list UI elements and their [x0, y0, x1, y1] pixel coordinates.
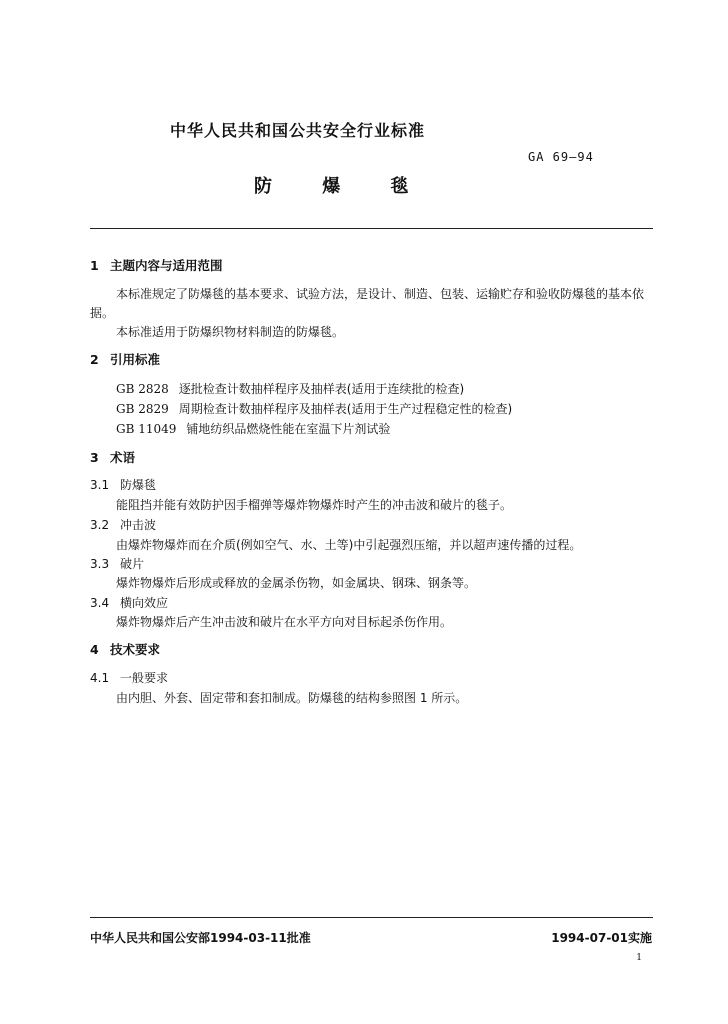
reference-item: [116, 380, 464, 397]
term-number: 3.3: [90, 557, 110, 571]
term-number: 3.2: [90, 518, 110, 532]
reference-title: 周期检查计数抽样程序及抽样表(适用于生产过程稳定性的检查): [178, 402, 513, 416]
term-definition: 由爆炸物爆炸而在介质(例如空气、水、土等)中引起强烈压缩，并以超声速传播的过程。: [116, 538, 582, 552]
standard-code: GA 69—94: [528, 150, 594, 164]
section-2-heading: [90, 350, 160, 368]
document-title: 防 爆 毯: [254, 176, 431, 197]
reference-item: [116, 420, 390, 437]
subsection-title: 一般要求: [120, 671, 169, 685]
section-1-paragraph-1-cont: 据。: [90, 306, 115, 320]
reference-code: GB 2829: [116, 402, 169, 416]
term-name: 冲击波: [120, 518, 157, 532]
term-definition: 能阻挡并能有效防护因手榴弹等爆炸物爆炸时产生的冲击波和破片的毯子。: [116, 498, 513, 512]
approval-statement: 中华人民共和国公安部1994-03-11批准: [90, 931, 311, 945]
reference-code: GB 2828: [116, 382, 169, 396]
reference-title: 逐批检查计数抽样程序及抽样表(适用于连续批的检查): [178, 382, 465, 396]
subsection-text: 由内胆、外套、固定带和套扣制成。防爆毯的结构参照图 1 所示。: [116, 691, 468, 705]
section-1-heading: [90, 256, 223, 274]
term-heading: [90, 594, 168, 611]
section-number: 1: [90, 258, 99, 273]
footer-divider: [90, 917, 653, 918]
reference-item: [116, 400, 512, 417]
term-definition: 爆炸物爆炸后形成或释放的金属杀伤物，如金属块、钢珠、钢条等。: [116, 576, 477, 590]
section-1-paragraph-1: 本标准规定了防爆毯的基本要求、试验方法，是设计、制造、包装、运输贮存和验收防爆毯的基本依: [116, 287, 645, 301]
section-title: 引用标准: [110, 352, 161, 367]
reference-code: GB 11049: [116, 422, 177, 436]
subsection-heading: [90, 669, 168, 686]
effective-date: 1994-07-01实施: [551, 931, 652, 945]
section-title: 主题内容与适用范围: [110, 258, 223, 273]
term-definition: 爆炸物爆炸后产生冲击波和破片在水平方向对目标起杀伤作用。: [116, 615, 453, 629]
term-heading: [90, 476, 156, 493]
header-divider: [90, 228, 653, 229]
section-title: 技术要求: [110, 642, 161, 657]
section-title: 术语: [110, 450, 136, 465]
section-number: 2: [90, 352, 99, 367]
term-name: 破片: [120, 557, 145, 571]
term-heading: [90, 516, 156, 533]
section-4-heading: [90, 640, 160, 658]
reference-title: 铺地纺织品燃烧性能在室温下片剂试验: [186, 422, 391, 436]
issuing-organization: 中华人民共和国公共安全行业标准: [170, 121, 426, 140]
section-3-heading: [90, 448, 135, 466]
term-name: 横向效应: [120, 596, 169, 610]
term-number: 3.4: [90, 596, 110, 610]
term-number: 3.1: [90, 478, 110, 492]
section-number: 4: [90, 642, 99, 657]
page-number: 1: [636, 953, 642, 963]
subsection-number: 4.1: [90, 671, 110, 685]
section-number: 3: [90, 450, 99, 465]
term-name: 防爆毯: [120, 478, 157, 492]
term-heading: [90, 555, 144, 572]
section-1-paragraph-2: 本标准适用于防爆织物材料制造的防爆毯。: [116, 325, 345, 339]
